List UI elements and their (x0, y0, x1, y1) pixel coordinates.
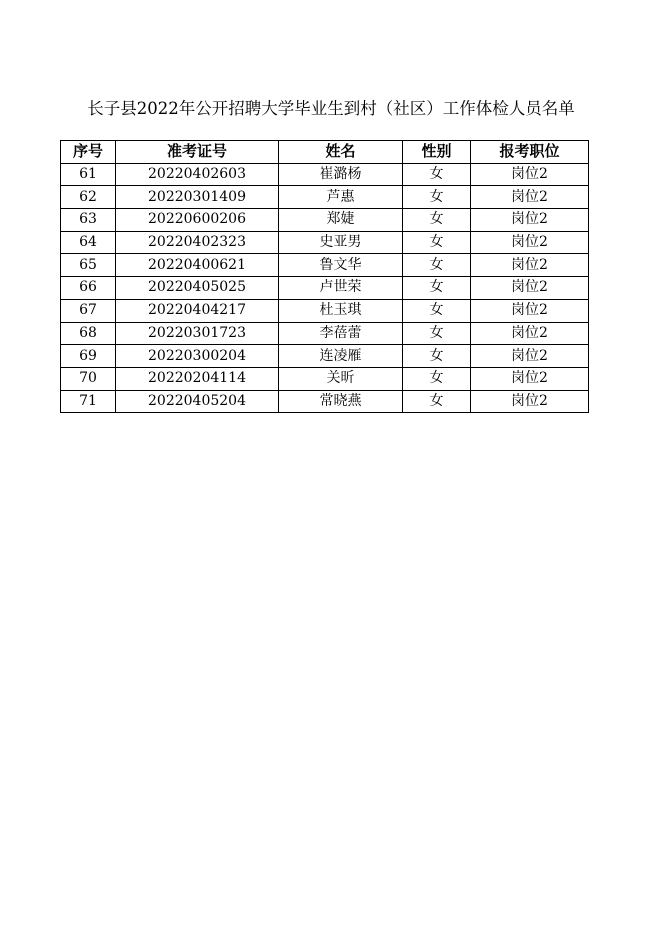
cell-name: 郑婕 (279, 209, 403, 232)
cell-name: 常晓燕 (279, 390, 403, 413)
cell-gender: 女 (403, 322, 471, 345)
table-row (61, 163, 589, 186)
cell-serial-number: 70 (61, 367, 116, 390)
cell-position: 岗位2 (471, 345, 589, 368)
header-admission-ticket: 准考证号 (116, 141, 279, 164)
document-title: 长子县2022年公开招聘大学毕业生到村（社区）工作体检人员名单 (87, 99, 575, 118)
cell-position: 岗位2 (471, 163, 589, 186)
table-row (61, 322, 589, 345)
table-row (61, 367, 589, 390)
cell-serial-number: 68 (61, 322, 116, 345)
table-row (61, 390, 589, 413)
cell-serial-number: 65 (61, 254, 116, 277)
header-serial-number: 序号 (61, 141, 116, 164)
cell-serial-number: 62 (61, 186, 116, 209)
cell-serial-number: 63 (61, 209, 116, 232)
cell-name: 连凌雁 (279, 345, 403, 368)
cell-name: 关昕 (279, 367, 403, 390)
cell-gender: 女 (403, 231, 471, 254)
table-row (61, 254, 589, 277)
cell-position: 岗位2 (471, 299, 589, 322)
cell-position: 岗位2 (471, 254, 589, 277)
cell-name: 鲁文华 (279, 254, 403, 277)
cell-admission-ticket: 20220402323 (116, 231, 279, 254)
cell-serial-number: 69 (61, 345, 116, 368)
cell-serial-number: 67 (61, 299, 116, 322)
cell-admission-ticket: 20220301409 (116, 186, 279, 209)
cell-serial-number: 66 (61, 277, 116, 300)
cell-admission-ticket: 20220600206 (116, 209, 279, 232)
cell-admission-ticket: 20220402603 (116, 163, 279, 186)
cell-name: 杜玉琪 (279, 299, 403, 322)
cell-name: 李蓓蕾 (279, 322, 403, 345)
cell-gender: 女 (403, 367, 471, 390)
cell-name: 史亚男 (279, 231, 403, 254)
candidate-table (60, 140, 589, 413)
header-name: 姓名 (279, 141, 403, 164)
cell-position: 岗位2 (471, 322, 589, 345)
cell-admission-ticket: 20220405204 (116, 390, 279, 413)
cell-position: 岗位2 (471, 277, 589, 300)
cell-name: 崔潞杨 (279, 163, 403, 186)
cell-serial-number: 61 (61, 163, 116, 186)
cell-position: 岗位2 (471, 231, 589, 254)
cell-admission-ticket: 20220204114 (116, 367, 279, 390)
cell-admission-ticket: 20220300204 (116, 345, 279, 368)
cell-position: 岗位2 (471, 367, 589, 390)
cell-admission-ticket: 20220405025 (116, 277, 279, 300)
cell-name: 芦惠 (279, 186, 403, 209)
cell-position: 岗位2 (471, 209, 589, 232)
table-row (61, 345, 589, 368)
table-row (61, 209, 589, 232)
table-header-row (61, 141, 589, 164)
table-row (61, 277, 589, 300)
table-body (61, 163, 589, 413)
cell-admission-ticket: 20220404217 (116, 299, 279, 322)
cell-gender: 女 (403, 390, 471, 413)
cell-serial-number: 71 (61, 390, 116, 413)
cell-gender: 女 (403, 186, 471, 209)
cell-gender: 女 (403, 163, 471, 186)
cell-position: 岗位2 (471, 186, 589, 209)
cell-serial-number: 64 (61, 231, 116, 254)
header-position: 报考职位 (471, 141, 589, 164)
cell-name: 卢世荣 (279, 277, 403, 300)
cell-gender: 女 (403, 277, 471, 300)
cell-gender: 女 (403, 299, 471, 322)
table-row (61, 299, 589, 322)
header-gender: 性别 (403, 141, 471, 164)
table-row (61, 186, 589, 209)
cell-position: 岗位2 (471, 390, 589, 413)
cell-admission-ticket: 20220301723 (116, 322, 279, 345)
cell-admission-ticket: 20220400621 (116, 254, 279, 277)
cell-gender: 女 (403, 254, 471, 277)
table-row (61, 231, 589, 254)
cell-gender: 女 (403, 209, 471, 232)
cell-gender: 女 (403, 345, 471, 368)
